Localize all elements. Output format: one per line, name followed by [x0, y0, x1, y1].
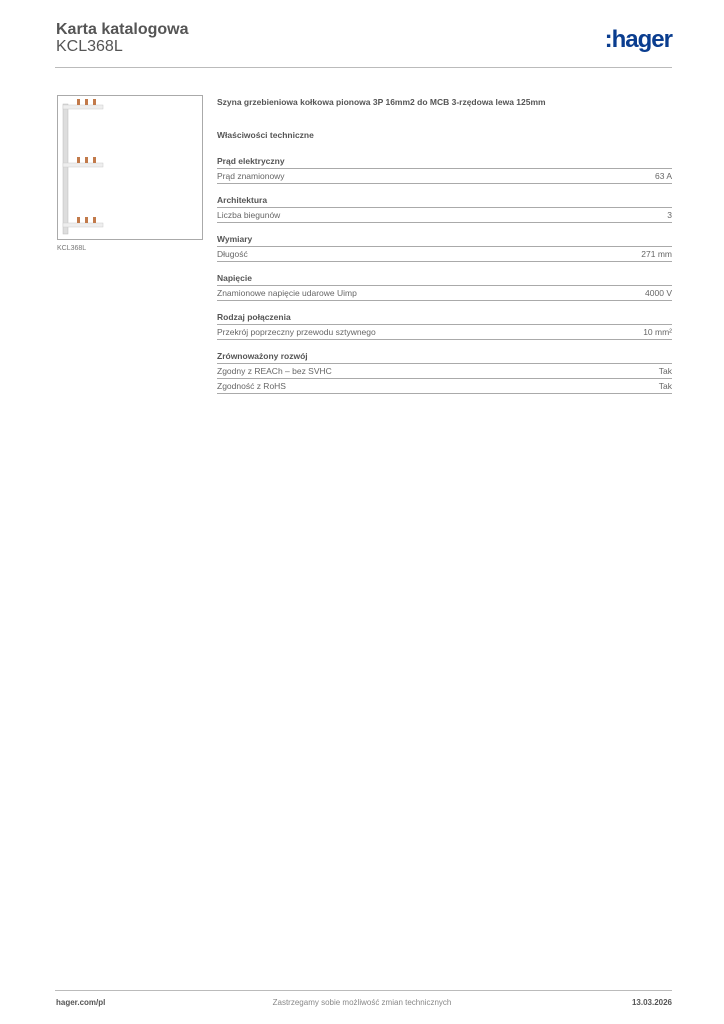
spec-value: 3: [667, 210, 672, 220]
spec-label: Znamionowe napięcie udarowe Uimp: [217, 288, 357, 298]
spec-label: Długość: [217, 249, 248, 259]
footer-note: Zastrzegamy sobie możliwość zmian technicznych: [272, 998, 452, 1007]
spec-value: 10 mm²: [643, 327, 672, 337]
spec-label: Zgodność z RoHS: [217, 381, 286, 391]
spec-label: Przekrój poprzeczny przewodu sztywnego: [217, 327, 376, 337]
spec-value: 63 A: [654, 171, 672, 181]
product-image: [57, 95, 203, 240]
spec-group: [217, 156, 672, 184]
image-caption: KCL368L: [57, 245, 87, 252]
spec-row: [217, 379, 672, 394]
spec-value: Tak: [658, 381, 672, 391]
spec-row: [217, 169, 672, 184]
spec-group: [217, 312, 672, 340]
spec-label: Prąd znamionowy: [217, 171, 285, 181]
spec-group: [217, 195, 672, 223]
spec-group-heading: Rodzaj połączenia: [217, 312, 672, 325]
footer-site-link[interactable]: hager.com/pl: [56, 998, 106, 1007]
spec-value: 4000 V: [645, 288, 672, 298]
footer-divider: [55, 990, 672, 991]
product-title: Szyna grzebieniowa kołkowa pionowa 3P 16mm2 do MCB 3-rzędowa lewa 125mm: [217, 97, 546, 107]
spec-row: [217, 247, 672, 262]
spec-group: [217, 273, 672, 301]
spec-group-heading: Wymiary: [217, 234, 672, 247]
hager-logo: :hager: [604, 26, 672, 53]
spec-group: [217, 351, 672, 394]
spec-group: [217, 234, 672, 262]
section-title: Właściwości techniczne: [217, 130, 314, 140]
product-code: KCL368L: [56, 38, 123, 55]
spec-group-heading: Architektura: [217, 195, 672, 208]
spec-value: Tak: [658, 366, 672, 376]
spec-row: [217, 286, 672, 301]
spec-group-heading: Zrównoważony rozwój: [217, 351, 672, 364]
header-divider: [55, 67, 672, 68]
spec-group-heading: Napięcie: [217, 273, 672, 286]
spec-label: Zgodny z REACh – bez SVHC: [217, 366, 332, 376]
specs: [217, 97, 672, 405]
spec-row: [217, 364, 672, 379]
spec-group-heading: Prąd elektryczny: [217, 156, 672, 169]
spec-row: [217, 325, 672, 340]
spec-label: Liczba biegunów: [217, 210, 281, 220]
document-title: Karta katalogowa: [56, 21, 189, 38]
spec-value: 271 mm: [641, 249, 672, 259]
footer-date: 13.03.2026: [631, 998, 672, 1007]
spec-row: [217, 208, 672, 223]
